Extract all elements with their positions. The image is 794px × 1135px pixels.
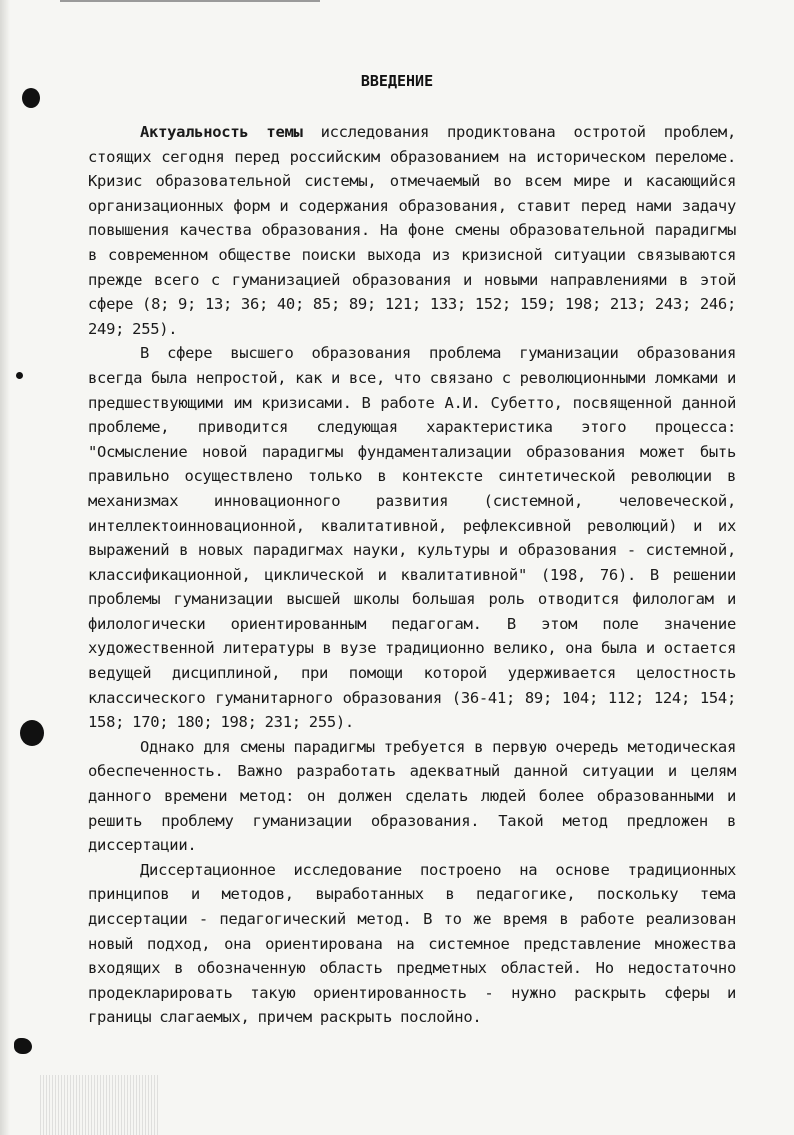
paragraph-2-text: В сфере высшего образования проблема гуманизации образования всегда была непростой, как и все, что связано с революционными ломками и предшествующими им кризисами. В работе А.И. Субетто, посвященной данной проблеме, приводится следующая характеристика этого процесса: "Осмысление новой парадигмы фундаментализации образования может быть правильно осуществлено только в контексте синтетической революции в механизмах инновационного развития (системной, человеческой, интеллектоинновационной, квалитативной, рефлексивной революций) и их выражений в новых парадигмах науки, культуры и образования - системной, классификационной, циклической и квалитативной" (198, 76). В решении проблемы гуманизации высшей школы большая роль отводится филологам и филологически ориентированным педагогам. В этом поле значение художественной литературы в вузе традиционно велико, она была и остается ведущей дисциплиной, при помощи которой удерживается целостность классического гуманитарного образования (36-41; 89; 104; 112; 124; 154; 158; 170; 180; 198; 231; 255). [88,344,736,732]
page-title: ВВЕДЕНИЕ [360,72,434,90]
scan-noise-bottom [40,1075,160,1135]
scan-blot-bottom [14,1038,32,1054]
paragraph-2 [88,341,736,735]
body-text [88,120,736,1030]
scan-blot-top [22,88,40,108]
scan-blot-lower [20,720,44,746]
paragraph-3-text: Однако для смены парадигмы требуется в первую очередь методическая обеспеченность. Важно разработать адекватный данной ситуации и целям данного времени метод: он должен сделать людей более образованными и решить проблему гуманизации образования. Такой метод предложен в диссертации. [88,737,736,855]
paragraph-3 [88,735,736,858]
paragraph-4-text: Диссертационное исследование построено на основе традиционных принципов и методов, выработанных в педагогике, поскольку тема диссертации - педагогический метод. В то же время в работе реализован новый подход, она ориентирована на системное представление множества входящих в обозначенную область предметных областей. Но недостаточно продекларировать такую ориентированность - нужно раскрыть сферы и границы слагаемых, причем раскрыть послойно. [88,860,736,1027]
paragraph-1-lead: Актуальность темы [140,123,303,141]
paragraph-1-text: исследования продиктована остротой проблем, стоящих сегодня перед российским образованием на историческом переломе. Кризис образовательной системы, отмечаемый во всем мире и касающийся организационных форм и содержания образования, ставит перед нами задачу повышения качества образования. На фоне смены образовательной парадигмы в современном обществе поиски выхода из кризисной ситуации связываются прежде всего с гуманизацией образования и новыми направлениями в этой сфере (8; 9; 13; 36; 40; 85; 89; 121; 133; 152; 159; 198; 213; 243; 246; 249; 255). [88,123,736,338]
scan-edge-shadow [0,0,10,1135]
top-edge-line [60,0,320,2]
paragraph-4 [88,858,736,1030]
scan-blot-mid [16,372,23,379]
paragraph-1 [88,120,736,341]
